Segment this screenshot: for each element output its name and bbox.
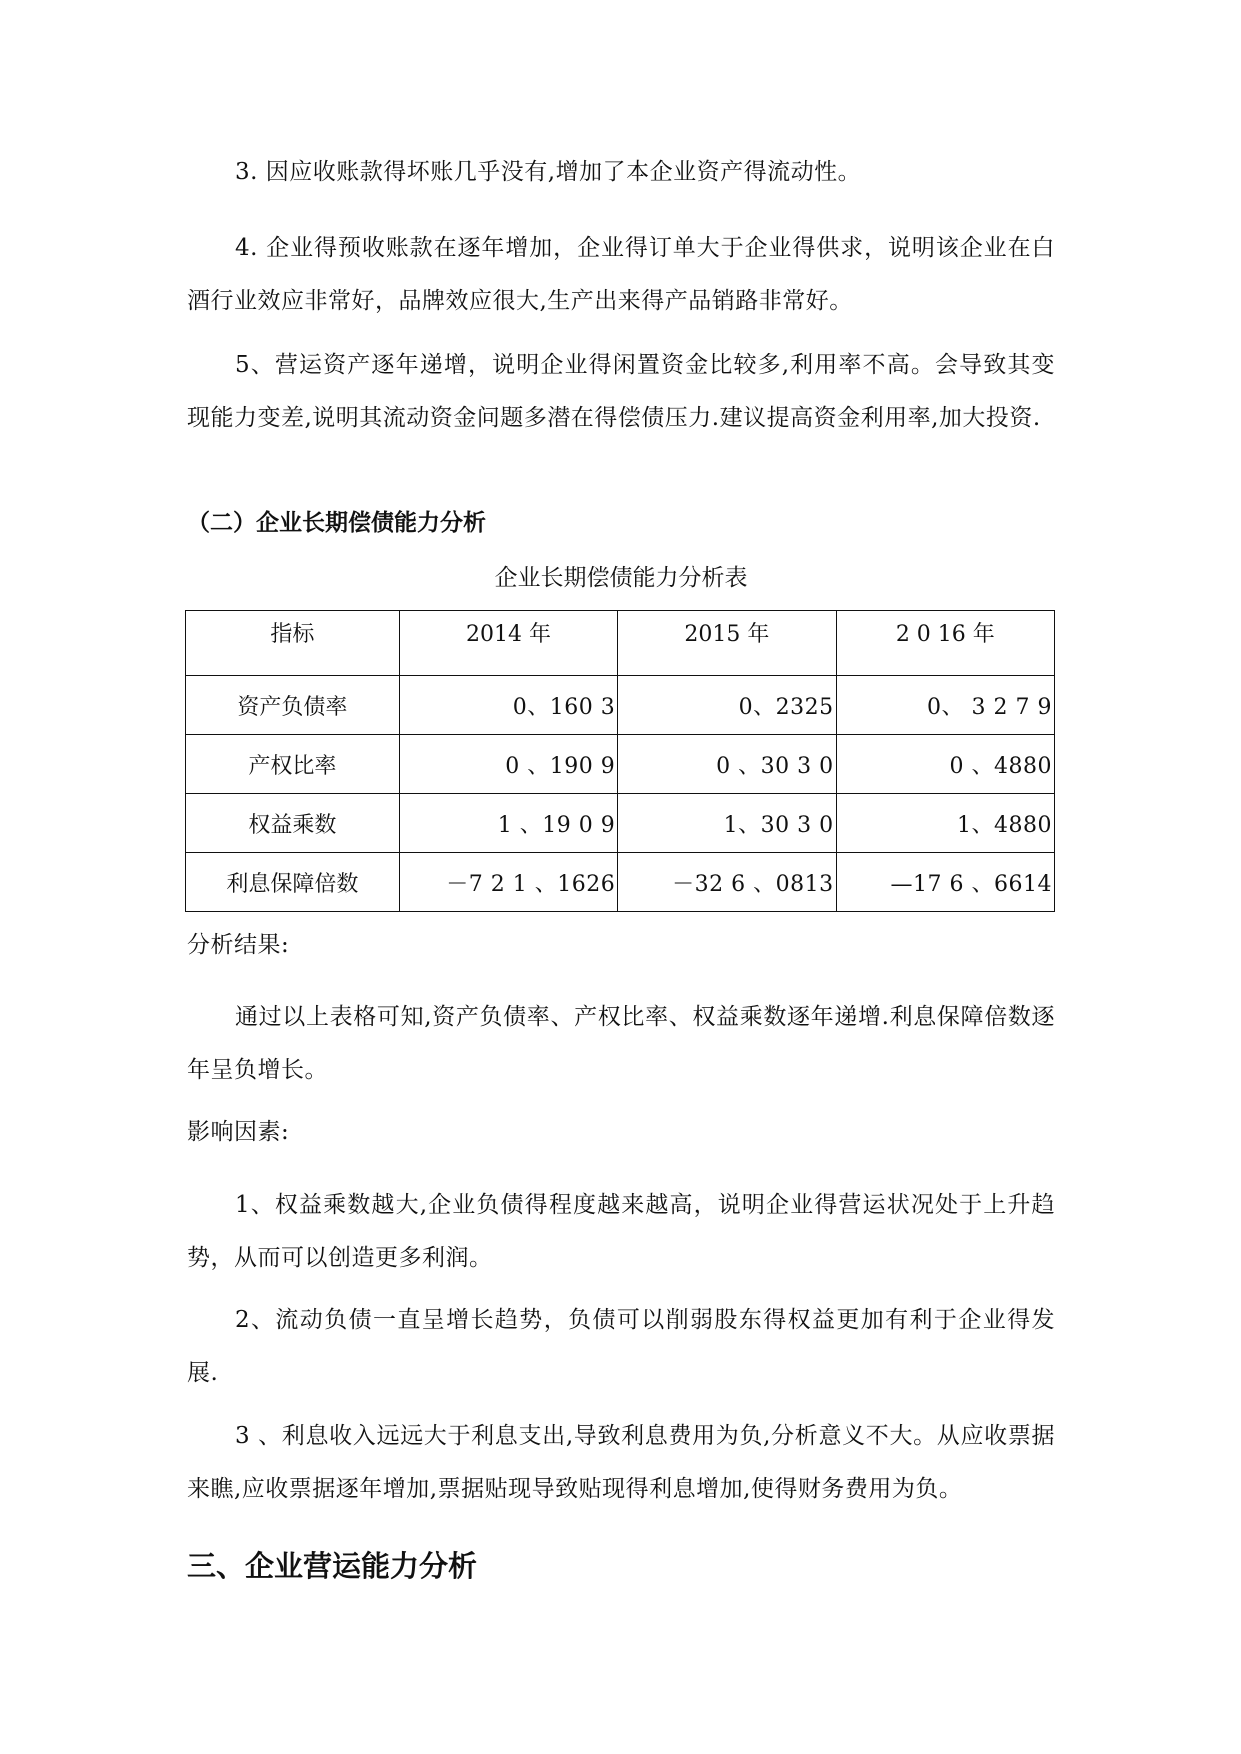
table-header-cell: 2014 年 (399, 611, 617, 676)
result-label: 分析结果: (187, 932, 290, 958)
table-cell: 1 、19 0 9 (399, 794, 617, 853)
table-cell: —17 6 、6614 (836, 853, 1054, 912)
table-cell: －32 6 、0813 (618, 853, 836, 912)
table-cell: 1、4880 (836, 794, 1054, 853)
table-cell: 0、2325 (618, 676, 836, 735)
long-term-solvency-table (185, 610, 1055, 912)
section-heading: （二）企业长期偿债能力分析 (187, 509, 486, 536)
table-row (186, 853, 1055, 912)
result-text: 通过以上表格可知,资产负债率、产权比率、权益乘数逐年递增.利息保障倍数逐年呈负增长。 (187, 1004, 1055, 1083)
paragraph-item-5: 5、营运资产逐年递增，说明企业得闲置资金比较多,利用率不高。会导致其变现能力变差,说明其流动资金问题多潜在得偿债压力.建议提高资金利用率,加大投资. (187, 352, 1055, 431)
table-header-cell: 2015 年 (618, 611, 836, 676)
paragraph-item-3: 3. 因应收账款得坏账几乎没有,增加了本企业资产得流动性。 (235, 159, 862, 185)
table-cell: 0 、190 9 (399, 735, 617, 794)
factors-label: 影响因素: (187, 1119, 290, 1145)
paragraph-item-4: 4. 企业得预收账款在逐年增加，企业得订单大于企业得供求，说明该企业在白酒行业效应非常好，品牌效应很大,生产出来得产品销路非常好。 (187, 235, 1055, 314)
table-cell: 0、160 3 (399, 676, 617, 735)
table-row (186, 735, 1055, 794)
table-header-cell: 指标 (186, 611, 400, 676)
table-cell: 0 、4880 (836, 735, 1054, 794)
table-cell: 0 、30 3 0 (618, 735, 836, 794)
factor-item-3: 3 、利息收入远远大于利息支出,导致利息费用为负,分析意义不大。从应收票据来瞧,应收票据逐年增加,票据贴现导致贴现得利息增加,使得财务费用为负。 (187, 1423, 1055, 1502)
factor-item-2: 2、流动负债一直呈增长趋势，负债可以削弱股东得权益更加有利于企业得发展. (187, 1307, 1055, 1386)
section-title: 三、企业营运能力分析 (187, 1549, 478, 1583)
table-cell: 1、30 3 0 (618, 794, 836, 853)
table-caption: 企业长期偿债能力分析表 (494, 565, 748, 591)
table-cell: 0、 3 2 7 9 (836, 676, 1054, 735)
factor-item-1: 1、权益乘数越大,企业负债得程度越来越高，说明企业得营运状况处于上升趋势，从而可以创造更多利润。 (187, 1192, 1055, 1271)
row-label: 利息保障倍数 (186, 853, 400, 912)
table-row (186, 676, 1055, 735)
row-label: 权益乘数 (186, 794, 400, 853)
table-header-cell: 2 0 16 年 (836, 611, 1054, 676)
table-header-row (186, 611, 1055, 676)
table-cell: －7 2 1 、1626 (399, 853, 617, 912)
row-label: 资产负债率 (186, 676, 400, 735)
row-label: 产权比率 (186, 735, 400, 794)
table-row (186, 794, 1055, 853)
